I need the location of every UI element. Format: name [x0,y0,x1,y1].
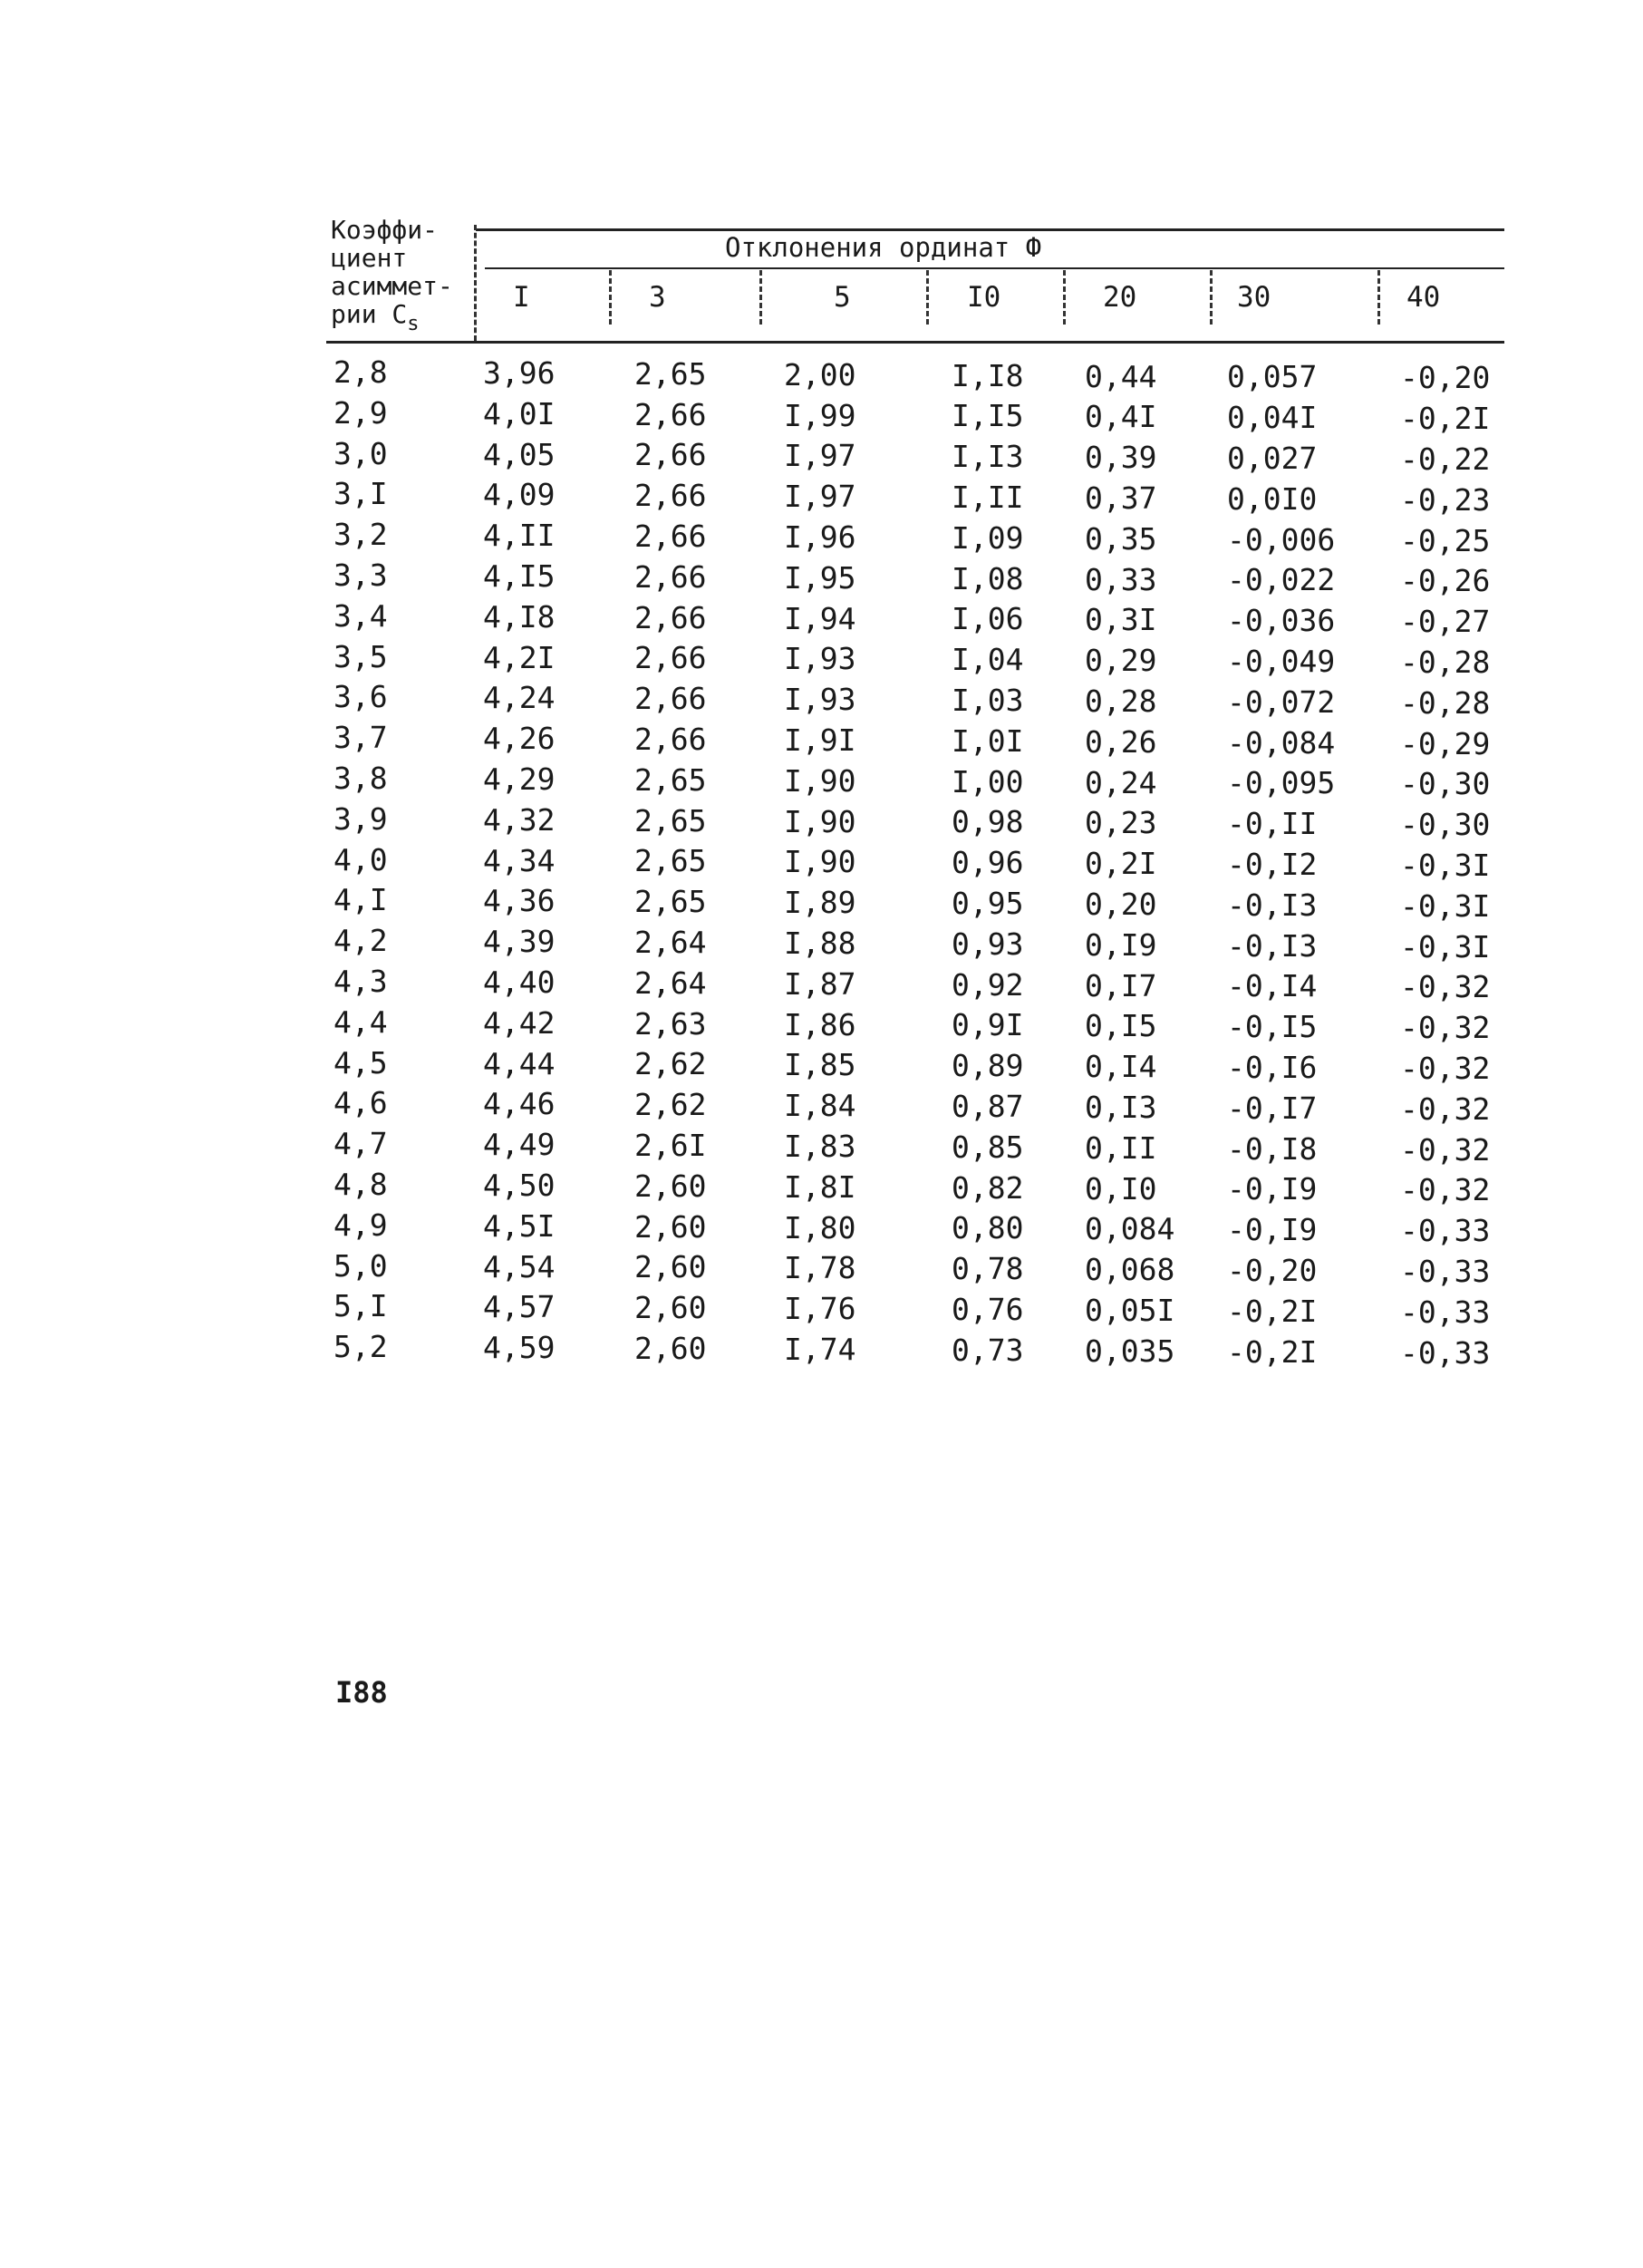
table-cell: 4,59 [483,1330,556,1366]
table-cell: -0,I7 [1227,1090,1318,1126]
table-cell: I,85 [784,1047,856,1083]
table-cell: 0,II [1085,1129,1157,1166]
row-label-cs: 3,7 [333,720,388,756]
table-cell: -0,32 [1400,1090,1491,1127]
table-cell: 2,6I [634,1128,707,1163]
table-cell: -0,072 [1227,683,1336,720]
table-cell: 2,60 [634,1290,707,1326]
table-cell: I,80 [784,1209,856,1245]
group-header: Отклонения ординат Ф [725,232,1042,263]
table-cell: -0,II [1227,806,1318,842]
table-cell: -0,084 [1227,724,1336,761]
table-cell: -0,I8 [1227,1130,1318,1167]
table-cell: 4,36 [483,883,556,919]
row-label-cs: 4,0 [333,841,388,877]
table-cell: 2,65 [634,761,707,798]
table-cell: -0,32 [1400,1172,1491,1208]
table-cell: -0,2I [1227,1293,1318,1329]
row-label-cs: 3,6 [333,679,388,715]
table-cell: 4,0I [483,395,556,431]
table-cell: 2,63 [634,1005,707,1042]
table-cell: I,8I [784,1168,856,1205]
table-cell: 0,29 [1085,643,1157,679]
table-cell: 0,2I [1085,846,1157,882]
table-cell: 2,64 [634,925,707,960]
table-cell: I,76 [784,1291,856,1327]
table-cell: I,87 [784,965,856,1002]
header-top-rule [476,228,1504,231]
table-cell: -0,30 [1400,807,1491,843]
table-cell: -0,022 [1227,562,1336,598]
table-cell: -0,I3 [1227,887,1318,923]
table-cell: 0,26 [1085,723,1157,760]
table-cell: I,90 [784,844,856,880]
table-cell: I,08 [952,560,1024,596]
table-cell: -0,28 [1400,644,1491,680]
table-cell: 4,32 [483,801,556,838]
table-cell: 2,66 [634,681,707,717]
table-cell: 0,33 [1085,561,1157,597]
table-cell: 4,05 [483,436,556,472]
table-cell: -0,32 [1400,969,1491,1005]
table-cell: 2,66 [634,558,707,595]
row-label-cs: 3,5 [333,638,388,674]
table-cell: 0,89 [952,1048,1024,1084]
table-cell: -0,2I [1400,401,1491,437]
row-header-line: асиммет- [331,271,453,301]
header-separator [926,270,929,325]
table-cell: -0,33 [1400,1334,1491,1371]
row-header-subscript: s [407,313,420,335]
table-cell: 0,24 [1085,764,1157,800]
table-cell: 2,66 [634,722,707,757]
table-cell: I,88 [784,925,856,961]
row-label-cs: 3,I [333,476,388,512]
table-cell: -0,I9 [1227,1212,1318,1248]
table-cell: 4,2I [483,639,556,675]
row-label-cs: 5,2 [333,1329,388,1365]
table-cell: 4,34 [483,842,556,878]
table-cell: I,97 [784,438,856,474]
table-cell: 0,37 [1085,480,1157,516]
row-header-line: рии C [331,299,408,329]
table-cell: 0,80 [952,1210,1024,1246]
column-header: 30 [1237,281,1271,314]
table-cell: 0,068 [1085,1252,1175,1288]
column-header: I [513,281,530,314]
table-cell: 0,0I0 [1227,480,1318,517]
table-cell: I,0I [952,722,1024,759]
table-cell: I,83 [784,1128,856,1164]
table-cell: -0,I3 [1227,927,1318,964]
table-cell: -0,32 [1400,1050,1491,1086]
table-cell: 4,39 [483,924,556,960]
table-cell: 0,I3 [1085,1089,1157,1125]
row-label-cs: 4,2 [333,923,388,959]
table-cell: 4,29 [483,761,556,797]
table-cell: I,03 [952,683,1024,718]
table-cell: -0,095 [1227,765,1336,801]
table-cell: -0,28 [1400,684,1491,721]
table-cell: -0,2I [1227,1333,1318,1370]
table-cell: 0,I5 [1085,1008,1157,1044]
table-cell: 0,44 [1085,358,1157,394]
table-cell: -0,30 [1400,766,1491,802]
table-cell: I,9I [784,722,856,758]
table-cell: 0,084 [1085,1211,1175,1247]
table-cell: 0,20 [1085,886,1157,922]
table-cell: 0,04I [1227,400,1318,436]
row-label-cs: 4,8 [333,1167,388,1202]
header-separator [1377,270,1380,325]
table-cell: 0,9I [952,1007,1024,1043]
header-separator [474,225,477,341]
table-cell: -0,20 [1227,1253,1318,1288]
row-header-cell [331,215,467,335]
table-cell: I,99 [784,397,856,433]
table-cell: I,04 [952,642,1024,678]
table-cell: -0,I5 [1227,1009,1318,1045]
table-cell: -0,33 [1400,1253,1491,1289]
table-cell: I,89 [784,885,856,921]
table-cell: 0,28 [1085,683,1157,719]
table-cell: 2,66 [634,478,707,514]
row-label-cs: 3,3 [333,557,388,593]
row-label-cs: 2,9 [333,394,388,431]
column-header: I0 [967,281,1001,314]
table-cell: 4,I5 [483,557,556,594]
table-cell: -0,25 [1400,522,1491,558]
header-separator [1210,270,1213,325]
table-cell: 2,60 [634,1249,707,1285]
table-cell: I,09 [952,519,1024,556]
row-label-cs: 4,6 [333,1085,388,1121]
table-cell: I,97 [784,479,856,515]
table-cell: 0,92 [952,966,1024,1003]
table-cell: -0,3I [1400,887,1491,924]
table-cell: 4,II [483,518,556,554]
row-label-cs: 3,9 [333,800,388,837]
table-cell: 0,027 [1227,441,1318,476]
table-cell: -0,036 [1227,603,1336,639]
table-cell: I,I5 [952,398,1024,434]
table-cell: -0,I6 [1227,1050,1318,1085]
table-cell: 4,40 [483,964,556,1000]
table-cell: -0,I4 [1227,968,1318,1004]
table-cell: 2,66 [634,519,707,554]
table-cell: 0,87 [952,1089,1024,1124]
table-cell: 3,96 [483,354,556,391]
table-cell: 4,5I [483,1207,556,1244]
table-cell: 0,96 [952,845,1024,881]
table-cell: -0,3I [1400,928,1491,964]
table-cell: -0,33 [1400,1294,1491,1330]
table-cell: I,93 [784,641,856,677]
table-cell: -0,I2 [1227,847,1318,882]
table-cell: I,90 [784,803,856,839]
table-cell: -0,33 [1400,1213,1491,1249]
table-cell: 0,23 [1085,805,1157,841]
table-cell: 0,82 [952,1169,1024,1206]
table-cell: I,00 [952,763,1024,800]
table-cell: 2,65 [634,802,707,838]
row-label-cs: 4,9 [333,1207,388,1243]
table-cell: -0,006 [1227,521,1336,557]
row-label-cs: 4,5 [333,1044,388,1081]
table-cell: 0,98 [952,804,1024,840]
column-header: 40 [1406,281,1441,314]
table-cell: -0,22 [1400,441,1491,477]
table-cell: 0,I0 [1085,1170,1157,1207]
table-cell: 0,057 [1227,359,1318,395]
table-cell: 0,73 [952,1332,1024,1368]
table-cell: 0,78 [952,1251,1024,1287]
table-cell: 4,24 [483,680,556,716]
row-label-cs: 4,7 [333,1126,388,1162]
table-cell: -0,32 [1400,1131,1491,1168]
table-cell: 4,I8 [483,598,556,635]
table-cell: 4,50 [483,1167,556,1203]
row-header-line: Коэффи- [331,215,439,245]
table-cell: 4,44 [483,1045,556,1081]
table-cell: I,95 [784,559,856,596]
row-label-cs: 2,8 [333,354,388,390]
table-cell: 2,64 [634,964,707,1001]
page-number: I88 [335,1675,388,1710]
table-cell: 4,57 [483,1289,556,1325]
table-cell: -0,26 [1400,563,1491,599]
table-cell: 2,65 [634,355,707,392]
table-cell: I,I8 [952,357,1024,393]
table-cell: 2,66 [634,640,707,676]
table-cell: 2,60 [634,1208,707,1245]
table-cell: -0,20 [1400,360,1491,396]
table-cell: 4,54 [483,1248,556,1284]
row-label-cs: 3,2 [333,517,388,553]
row-label-cs: 3,8 [333,761,388,796]
column-header: 20 [1103,281,1137,314]
table-cell: 0,85 [952,1129,1024,1165]
table-cell: -0,29 [1400,725,1491,761]
table-cell: 0,35 [1085,520,1157,557]
table-cell: 0,76 [952,1292,1024,1327]
table-cell: -0,27 [1400,604,1491,640]
header-bottom-rule [326,341,1504,344]
table-cell: I,78 [784,1250,856,1286]
row-label-cs: 4,4 [333,1003,388,1040]
table-cell: 2,62 [634,1087,707,1123]
table-cell: 0,95 [952,886,1024,921]
table-cell: I,94 [784,600,856,636]
table-cell: I,96 [784,519,856,555]
column-header: 5 [834,281,851,314]
table-cell: I,93 [784,682,856,718]
table-cell: 0,39 [1085,440,1157,476]
row-label-cs: 3,0 [333,435,388,471]
table-cell: 2,66 [634,437,707,473]
header-separator [759,270,762,325]
table-cell: -0,3I [1400,847,1491,883]
table-cell: I,90 [784,762,856,799]
table-cell: I,I3 [952,439,1024,475]
table-cell: I,06 [952,601,1024,637]
header-separator [1063,270,1066,325]
table-cell: 0,93 [952,926,1024,962]
table-cell: 0,I7 [1085,967,1157,1003]
table-cell: 4,46 [483,1086,556,1122]
row-label-cs: 4,I [333,882,388,918]
table-cell: 4,09 [483,477,556,513]
header-separator [609,270,612,325]
table-cell: 2,62 [634,1046,707,1082]
table-cell: -0,23 [1400,481,1491,518]
table-cell: 2,60 [634,1168,707,1204]
table-cell: 0,3I [1085,602,1157,638]
table-cell: 2,65 [634,884,707,920]
table-cell: 0,I4 [1085,1049,1157,1085]
table-cell: 0,4I [1085,399,1157,435]
table-cell: 4,26 [483,721,556,757]
row-label-cs: 5,0 [333,1247,388,1284]
table-cell: 0,035 [1085,1333,1175,1369]
row-label-cs: 4,3 [333,964,388,999]
row-label-cs: 3,4 [333,597,388,634]
column-header: 3 [649,281,666,314]
table-cell: I,II [952,480,1024,515]
table-cell: 2,00 [784,356,856,393]
table-cell: 2,60 [634,1331,707,1366]
row-label-cs: 5,I [333,1288,388,1324]
table-cell: 2,66 [634,599,707,635]
table-cell: I,86 [784,1006,856,1042]
table-cell: I,84 [784,1088,856,1124]
table-cell: 0,05I [1085,1292,1175,1328]
table-cell: 2,65 [634,843,707,879]
table-cell: 4,49 [483,1127,556,1163]
group-header-rule [485,267,1504,269]
table-cell: 2,66 [634,396,707,432]
table-cell: -0,049 [1227,644,1336,679]
table-cell: -0,32 [1400,1010,1491,1046]
table-cell: I,74 [784,1331,856,1367]
row-header-line: циент [331,243,408,273]
table-cell: -0,I9 [1227,1171,1318,1207]
table-cell: 4,42 [483,1004,556,1041]
table-cell: 0,I9 [1085,926,1157,963]
